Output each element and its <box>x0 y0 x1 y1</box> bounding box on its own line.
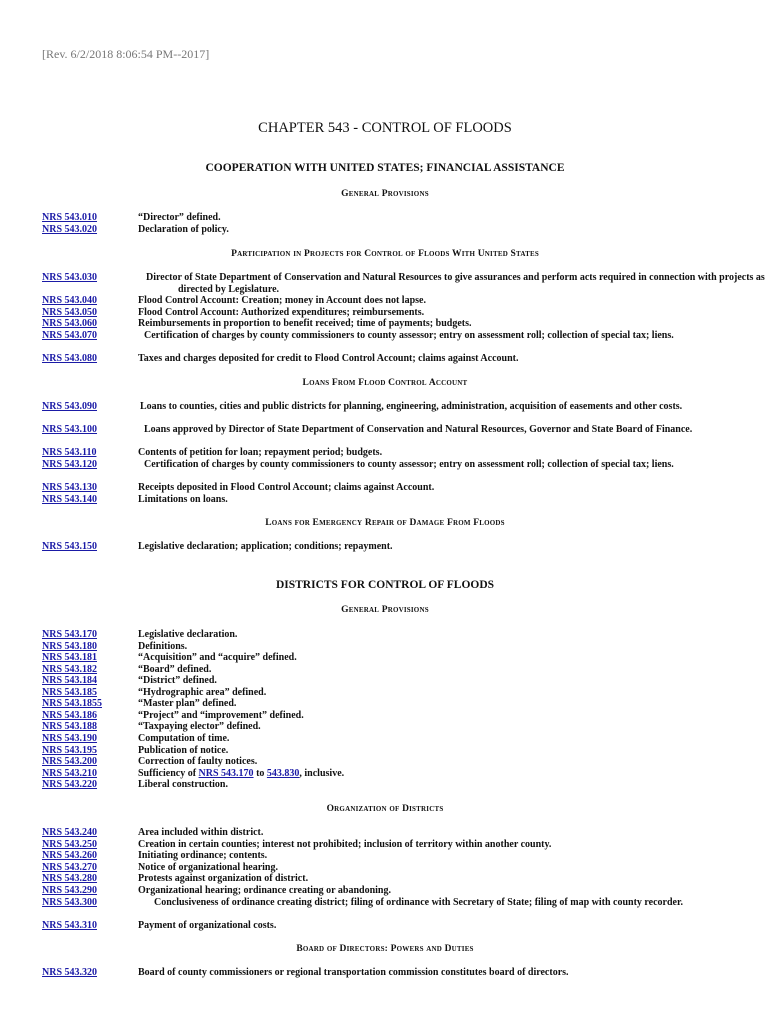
section-description: “Board” defined. <box>138 664 212 675</box>
section-description: Area included within district. <box>138 827 264 838</box>
section-link[interactable]: NRS 543.140 <box>42 494 98 505</box>
section-link[interactable]: NRS 543.020 <box>42 224 98 235</box>
inline-section-link[interactable]: 543.830 <box>266 768 300 779</box>
inline-section-link[interactable]: NRS 543.170 <box>198 768 254 779</box>
section-link[interactable]: NRS 543.240 <box>42 827 98 838</box>
section-link[interactable]: NRS 543.080 <box>42 353 98 364</box>
section-description: Legislative declaration. <box>138 629 238 640</box>
section-description: Protests against organization of district. <box>138 873 309 884</box>
section-description: Organizational hearing; ordinance creating or abandoning. <box>138 885 391 896</box>
section-description: Contents of petition for loan; repayment period; budgets. <box>138 447 383 458</box>
section-description <box>138 768 730 780</box>
section-description: “Master plan” defined. <box>138 698 237 709</box>
section-link[interactable]: NRS 543.185 <box>42 687 98 698</box>
section-description: Flood Control Account: Creation; money in Account does not lapse. <box>138 295 426 306</box>
section-link[interactable]: NRS 543.320 <box>42 967 98 978</box>
section-link[interactable]: NRS 543.186 <box>42 710 98 721</box>
section-description: Receipts deposited in Flood Control Account; claims against Account. <box>138 482 435 493</box>
subheading-emergency-loans: Loans for Emergency Repair of Damage From Floods <box>265 518 505 528</box>
section-link[interactable]: NRS 543.210 <box>42 768 98 779</box>
section-description: Limitations on loans. <box>138 494 228 505</box>
desc-text: to <box>253 768 267 779</box>
subheading-participation: Participation in Projects for Control of Floods With United States <box>231 249 539 259</box>
section-link[interactable]: NRS 543.100 <box>42 424 98 435</box>
section-description: Loans approved by Director of State Department of Conservation and Natural Resources, Governor and State Board of Finance. <box>144 424 693 435</box>
section-link[interactable]: NRS 543.010 <box>42 212 98 223</box>
section-description: Correction of faulty notices. <box>138 756 258 767</box>
section-heading-cooperation: COOPERATION WITH UNITED STATES; FINANCIAL ASSISTANCE <box>205 162 565 174</box>
subheading-general-provisions: General Provisions <box>341 189 429 199</box>
subheading-loans: Loans From Flood Control Account <box>302 378 468 388</box>
section-link[interactable]: NRS 543.184 <box>42 675 98 686</box>
section-description: Loans to counties, cities and public districts for planning, engineering, administration, acquisition of easements and other costs. <box>140 401 683 412</box>
section-description: Declaration of policy. <box>138 224 229 235</box>
section-link[interactable]: NRS 543.260 <box>42 850 98 861</box>
section-link[interactable]: NRS 543.030 <box>42 272 98 283</box>
section-link[interactable]: NRS 543.110 <box>42 447 97 458</box>
section-link[interactable]: NRS 543.300 <box>42 897 98 908</box>
section-link[interactable]: NRS 543.280 <box>42 873 98 884</box>
section-link[interactable]: NRS 543.130 <box>42 482 98 493</box>
section-link[interactable]: NRS 543.190 <box>42 733 98 744</box>
section-link[interactable]: NRS 543.200 <box>42 756 98 767</box>
section-description: “Hydrographic area” defined. <box>138 687 267 698</box>
subheading-board-of-directors: Board of Directors: Powers and Duties <box>296 944 474 954</box>
section-link[interactable]: NRS 543.195 <box>42 745 98 756</box>
section-link[interactable]: NRS 543.060 <box>42 318 98 329</box>
section-description: Definitions. <box>138 641 188 652</box>
section-link[interactable]: NRS 543.040 <box>42 295 98 306</box>
section-link[interactable]: NRS 543.1855 <box>42 698 103 709</box>
section-link[interactable]: NRS 543.310 <box>42 920 98 931</box>
section-link[interactable]: NRS 543.290 <box>42 885 98 896</box>
section-description: Director of State Department of Conservation and Natural Resources to give assurances and perform acts required in connection with projects as directed by Legislature. <box>146 272 765 295</box>
subheading-organization: Organization of Districts <box>326 804 444 814</box>
section-description: “Taxpaying elector” defined. <box>138 721 261 732</box>
desc-text: , inclusive. <box>299 768 345 779</box>
desc-text: Sufficiency of <box>138 768 199 779</box>
section-description: Notice of organizational hearing. <box>138 862 278 873</box>
subheading-general-provisions: General Provisions <box>341 605 429 615</box>
section-link[interactable]: NRS 543.070 <box>42 330 98 341</box>
section-link[interactable]: NRS 543.270 <box>42 862 98 873</box>
section-description: Computation of time. <box>138 733 230 744</box>
section-link[interactable]: NRS 543.120 <box>42 459 98 470</box>
section-description: Flood Control Account: Authorized expenditures; reimbursements. <box>138 307 425 318</box>
section-description: Publication of notice. <box>138 745 229 756</box>
section-description: “Project” and “improvement” defined. <box>138 710 304 721</box>
revision-stamp: [Rev. 6/2/2018 8:06:54 PM--2017] <box>42 47 210 61</box>
section-description: Creation in certain counties; interest not prohibited; inclusion of territory within another county. <box>138 839 552 850</box>
section-description: Payment of organizational costs. <box>138 920 277 931</box>
section-link[interactable]: NRS 543.090 <box>42 401 98 412</box>
section-link[interactable]: NRS 543.181 <box>42 652 98 663</box>
section-description: Legislative declaration; application; conditions; repayment. <box>138 541 393 552</box>
section-description: Certification of charges by county commissioners to county assessor; entry on assessment roll; collection of special tax; liens. <box>144 330 674 341</box>
section-description: “District” defined. <box>138 675 217 686</box>
section-description: “Acquisition” and “acquire” defined. <box>138 652 297 663</box>
section-link[interactable]: NRS 543.050 <box>42 307 98 318</box>
section-description: Taxes and charges deposited for credit to Flood Control Account; claims against Account. <box>138 353 519 364</box>
section-description: Reimbursements in proportion to benefit received; time of payments; budgets. <box>138 318 472 329</box>
section-description: “Director” defined. <box>138 212 221 223</box>
section-description: Conclusiveness of ordinance creating district; filing of ordinance with Secretary of State; filing of map with county recorder. <box>154 897 684 908</box>
section-description: Certification of charges by county commissioners to county assessor; entry on assessment roll; collection of special tax; liens. <box>144 459 674 470</box>
section-description: Initiating ordinance; contents. <box>138 850 268 861</box>
section-link[interactable]: NRS 543.182 <box>42 664 98 675</box>
section-link[interactable]: NRS 543.170 <box>42 629 98 640</box>
section-link[interactable]: NRS 543.150 <box>42 541 98 552</box>
section-link[interactable]: NRS 543.220 <box>42 779 98 790</box>
section-link[interactable]: NRS 543.250 <box>42 839 98 850</box>
section-description: Board of county commissioners or regional transportation commission constitutes board of directors. <box>138 967 569 978</box>
section-description: Liberal construction. <box>138 779 228 790</box>
section-heading-districts: DISTRICTS FOR CONTROL OF FLOODS <box>275 579 495 591</box>
chapter-title: CHAPTER 543 - CONTROL OF FLOODS <box>258 120 512 136</box>
section-link[interactable]: NRS 543.188 <box>42 721 98 732</box>
section-link[interactable]: NRS 543.180 <box>42 641 98 652</box>
